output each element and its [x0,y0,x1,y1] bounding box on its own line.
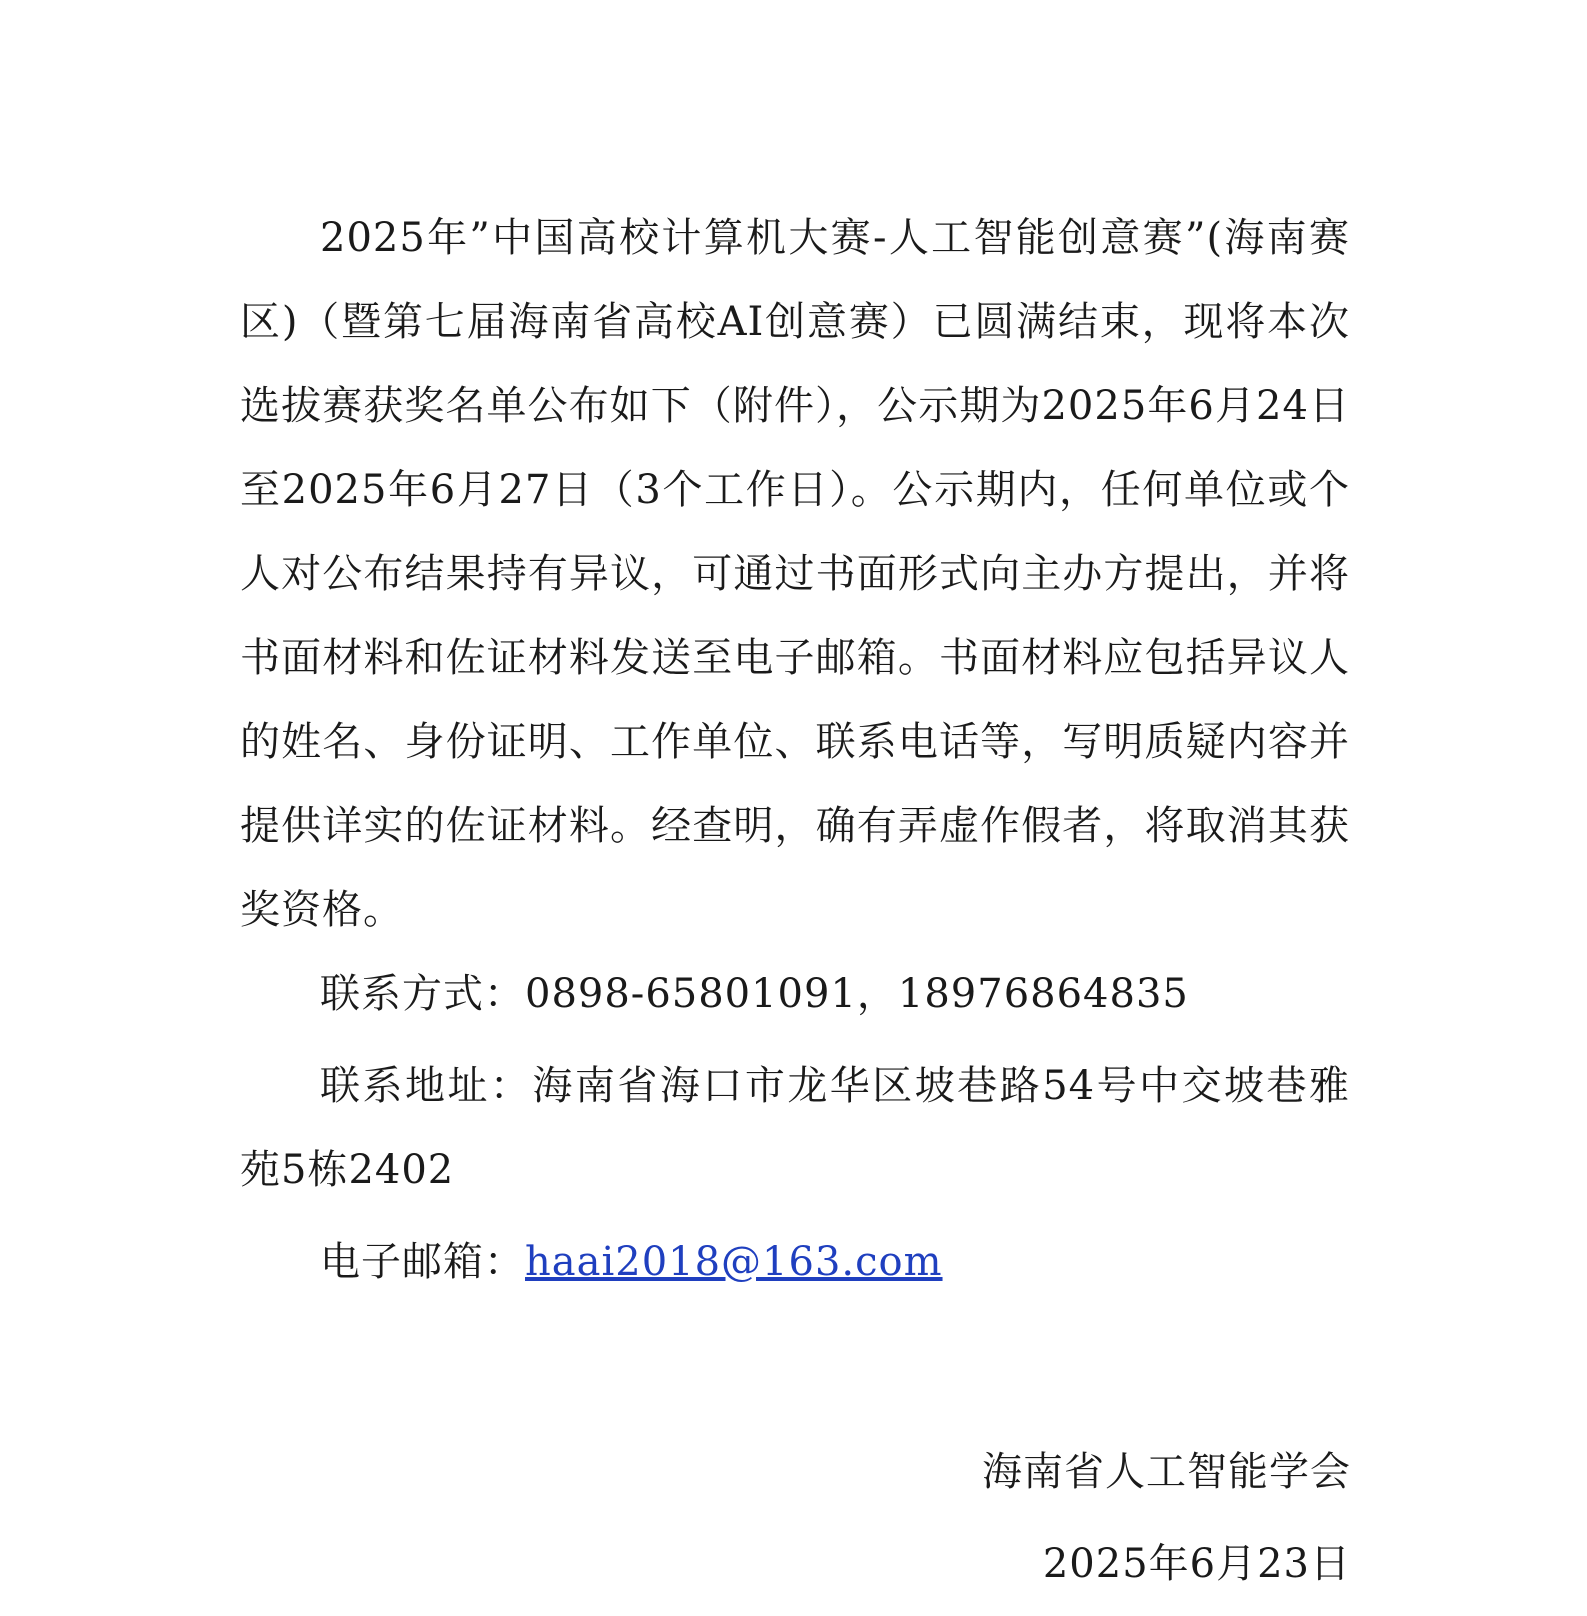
contact-email-link[interactable]: haai2018@163.com [525,1239,943,1285]
contact-email-label: 电子邮箱： [320,1239,525,1285]
contact-address-line [240,1044,1350,1212]
contact-phone-label: 联系方式： [320,971,525,1017]
contact-address-value: 海南省海口市龙华区坡巷路54号中交坡巷雅苑5栋2402 [240,1063,1351,1193]
contact-address-label: 联系地址： [320,1063,533,1109]
signature-block [982,1430,1351,1606]
notice-paragraph: 2025年”中国高校计算机大赛-人工智能创意赛”(海南赛区)（暨第七届海南省高校AI创意赛）已圆满结束，现将本次选拔赛获奖名单公布如下（附件），公示期为2025年6月24日至2025年6月27日（3个工作日）。公示期内，任何单位或个人对公布结果持有异议，可通过书面形式向主办方提出，并将书面材料和佐证材料发送至电子邮箱。书面材料应包括异议人的姓名、身份证明、工作单位、联系电话等，写明质疑内容并提供详实的佐证材料。经查明，确有弄虚作假者，将取消其获奖资格。 [240,215,1350,933]
notice-body [240,196,1350,1304]
contact-email-line [240,1220,1350,1304]
contact-phone-line [240,952,1350,1036]
contact-phone-value: 0898-65801091，18976864835 [525,971,1189,1017]
signature-organization: 海南省人工智能学会 [982,1449,1351,1495]
signature-date: 2025年6月23日 [1042,1541,1351,1587]
